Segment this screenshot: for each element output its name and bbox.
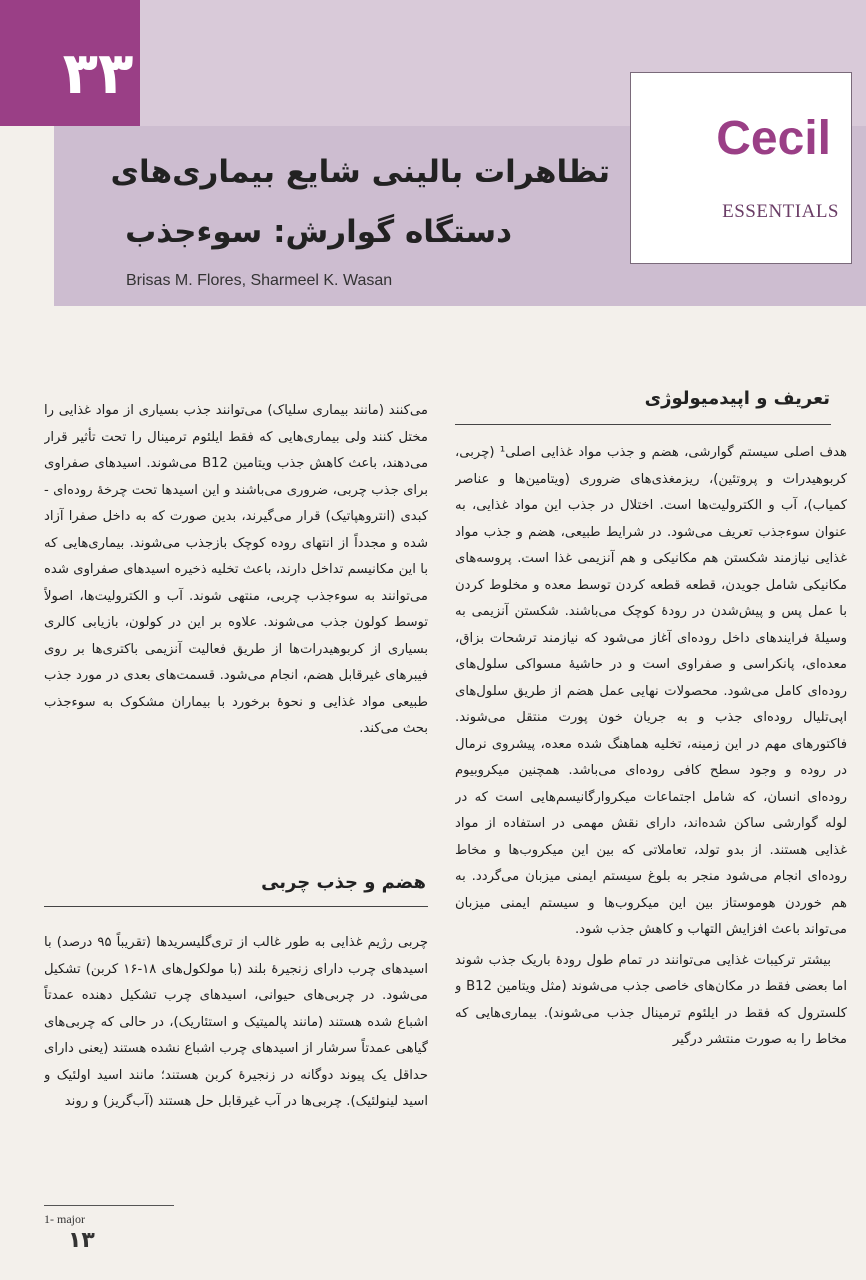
brand-subtitle: ESSENTIALS xyxy=(722,201,839,222)
footnote-divider xyxy=(44,1205,174,1206)
chapter-authors: Brisas M. Flores, Sharmeel K. Wasan xyxy=(126,272,393,289)
paragraph: می‌کنند (مانند بیماری سلیاک) می‌توانند جذب بسیاری از مواد غذایی را مختل کنند ولی بیماری‌هایی که فقط ایلئوم ترمینال را تحت تأثیر قرار می‌دهند، باعث کاهش جذب ویتامین B12 می‌شوند. اسیدهای صفراوی برای جذب چربی، ضروری می‌باشند و این اسیدها تحت چرخهٔ روده‌ای - کبدی (انتروهپاتیک) قرار می‌گیرند، بدین صورت که به داخل صفرا آزاد شده و مجدداً از انتهای روده کوچک بازجذب می‌شوند. بیماری‌هایی که با این مکانیسم تداخل دارند، باعث تخلیه ذخیره اسیدهای صفراوی شده می‌توانند به سوءجذب چربی، منتهی شوند. آب و الکترولیت‌ها، اصولاً توسط کولون جذب می‌شوند. علاوه بر این در کولون، بازیابی کالری بسیاری از کربوهیدرات‌ها از طریق فعالیت آنزیمی باکتری‌ها بر روی فیبرهای غیرقابل هضم، انجام می‌شود. قسمت‌های بعدی در مورد جذب طبیعی مواد غذایی و نحوهٔ برخورد با بیماران مشکوک به سوءجذب بحث می‌کند. xyxy=(44,403,428,736)
section-heading-definition: تعریف و اپیدمیولوژی xyxy=(644,388,830,409)
heading-divider xyxy=(455,424,831,425)
footnote: 1- major xyxy=(44,1212,85,1226)
left-column-text-bottom xyxy=(44,930,428,1200)
paragraph: هدف اصلی سیستم گوارشی، هضم و جذب مواد غذایی اصلی¹ (چربی، کربوهیدرات و پروتئین)، ریزمغذی‌های ضروری (ویتامین‌ها و عناصر کمیاب)، آب و الکترولیت‌ها است. اختلال در جذب این مواد غذایی، به عنوان سوءجذب تعریف می‌شود. در شرایط طبیعی، هضم و جذب مواد غذایی نیازمند شکستن هم مکانیکی و هم آنزیمی غذا است. پروسه‌های مکانیکی شامل جویدن، قطعه قطعه کردن توسط معده و مخلوط کردن با عمل پس و پیش‌شدن در رودهٔ کوچک می‌باشند. شکستن آنزیمی به وسیلهٔ فرایندهای داخل روده‌ای آغاز می‌شود که نیازمند ترشحات بزاق، معده‌ای، پانکراسی و صفراوی است و در حاشیهٔ مسواکی سلول‌های روده‌ای کامل می‌شود. محصولات نهایی عمل هضم از طریق سلول‌های اپی‌تلیال روده‌ای جذب و به جریان خون پورت منتقل می‌شوند. فاکتورهای مهم در این زمینه، تخلیه هماهنگ شده معده، پیشروی نرمال در روده و وجود سطح کافی روده‌ای می‌باشد. همچنین میکروبیوم روده‌ای انسان، که شامل اجتماعات میکروارگانیسم‌هایی است که در لوله گوارشی ساکن شده‌اند، دارای نقش مهمی در استفاده از مواد غذایی هستند. از بدو تولد، تعاملاتی که بین این میکروب‌ها و مخاط روده‌ای انجام می‌شود منجر به بلوغ سیستم ایمنی میزبان می‌گردد. به هم خوردن هوموستاز بین این میکروب‌ها و سیستم ایمنی میزبان می‌تواند باعث افزایش التهاب و کاهش جذب شود. xyxy=(455,445,847,937)
heading-divider xyxy=(44,906,428,907)
brand-name: Cecil xyxy=(716,112,831,165)
paragraph: بیشتر ترکیبات غذایی می‌توانند در تمام طول رودهٔ باریک جذب شوند اما بعضی فقط در مکان‌های خاصی جذب می‌شوند (مثل ویتامین B12 و کلسترول که فقط در ایلئوم ترمینال جذب می‌شوند). بیماری‌هایی که مخاط را به صورت منتشر درگیر xyxy=(455,952,847,1047)
page-number: ۱۳ xyxy=(68,1228,95,1253)
chapter-title-line-2: دستگاه گوارش: سوءجذب xyxy=(125,214,512,250)
left-column-text-top xyxy=(44,398,428,846)
paragraph: چربی رژیم غذایی به طور غالب از تری‌گلیسریدها (تقریباً ۹۵ درصد) با اسیدهای چرب دارای زنجیرهٔ بلند (با مولکول‌های ۱۸-۱۶ کربن) تشکیل می‌شود. در چربی‌های حیوانی، اسیدهای چرب تشکیل دهنده عمدتاً اشباع شده هستند (مانند پالمیتیک و استئاریک)، در حالی که چربی‌های گیاهی عمدتاً سرشار از اسیدهای چرب اشباع نشده هستند (یعنی دارای حداقل یک پیوند دوگانه در زنجیرهٔ کربن هستند؛ مانند اسید اولئیک و اسید لینولئیک). چربی‌ها در آب غیرقابل حل هستند (آب‌گریز) و روند xyxy=(44,935,428,1109)
chapter-number: ۳۳ xyxy=(62,39,134,107)
section-heading-fat-digestion: هضم و جذب چربی xyxy=(261,872,426,893)
right-column-text xyxy=(455,440,847,1230)
cecil-essentials-logo xyxy=(630,72,852,264)
chapter-title-line-1: تظاهرات بالینی شایع بیماری‌های xyxy=(110,154,610,190)
chapter-tab xyxy=(0,0,140,126)
